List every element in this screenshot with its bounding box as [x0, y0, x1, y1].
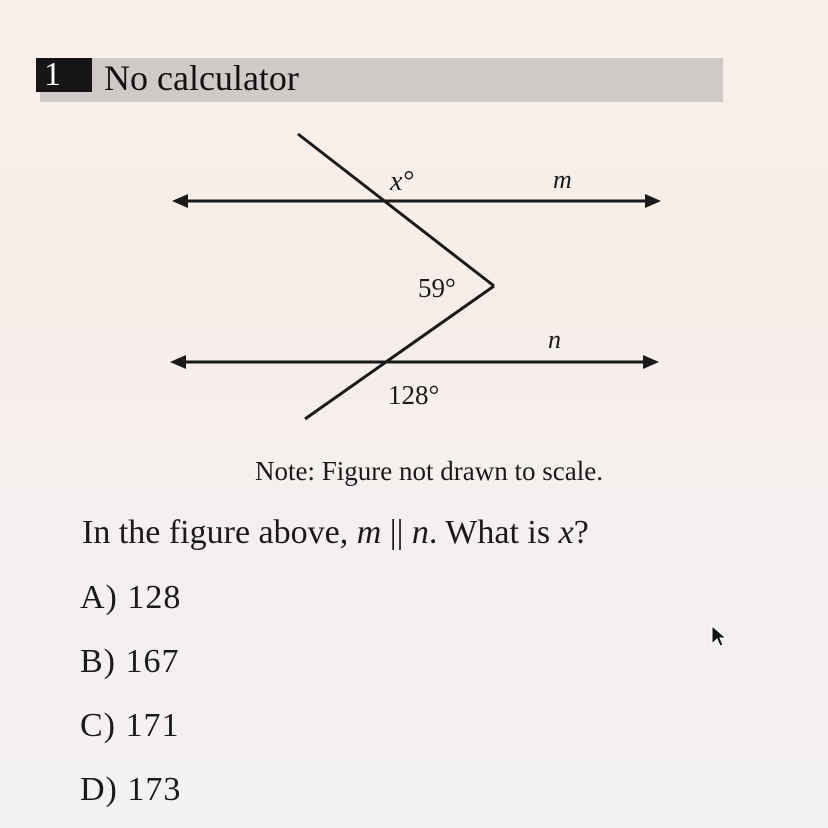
- angle-128-label: 128°: [388, 380, 440, 410]
- choice-b-value: 167: [125, 643, 180, 680]
- mouse-pointer-icon: [710, 624, 728, 648]
- choice-a-label: A): [80, 579, 118, 616]
- question-end: ?: [573, 514, 589, 551]
- choice-d-label: D): [80, 771, 118, 808]
- choice-c-label: C): [80, 707, 116, 744]
- choice-b-label: B): [80, 643, 116, 680]
- choice-d-value: 173: [127, 771, 182, 808]
- choice-c-value: 171: [125, 707, 180, 744]
- line-n-right-arrow-icon: [643, 355, 659, 369]
- figure-note: Note: Figure not drawn to scale.: [255, 456, 603, 486]
- question-before: In the figure above,: [82, 514, 349, 551]
- choice-a[interactable]: [80, 576, 181, 620]
- upper-transversal: [298, 134, 494, 286]
- question-parallel: ||: [389, 514, 404, 551]
- angle-59-label: 59°: [418, 273, 456, 303]
- question-x: x: [558, 514, 574, 551]
- choice-c[interactable]: [80, 704, 180, 748]
- question-m: m: [356, 514, 382, 551]
- line-n-label: n: [548, 325, 561, 354]
- line-n-left-arrow-icon: [170, 355, 186, 369]
- line-m-right-arrow-icon: [645, 194, 661, 208]
- question-number: 1: [36, 58, 92, 92]
- line-m-left-arrow-icon: [172, 194, 188, 208]
- question-text: [82, 508, 589, 558]
- header-title: No calculator: [104, 58, 299, 98]
- choice-b[interactable]: [80, 640, 180, 684]
- line-m-label: m: [553, 165, 572, 194]
- angle-x-label: x°: [390, 166, 414, 197]
- question-n: n: [411, 514, 429, 551]
- choice-a-value: 128: [127, 579, 182, 616]
- choice-d[interactable]: [80, 768, 181, 812]
- question-middle: . What is: [428, 514, 551, 551]
